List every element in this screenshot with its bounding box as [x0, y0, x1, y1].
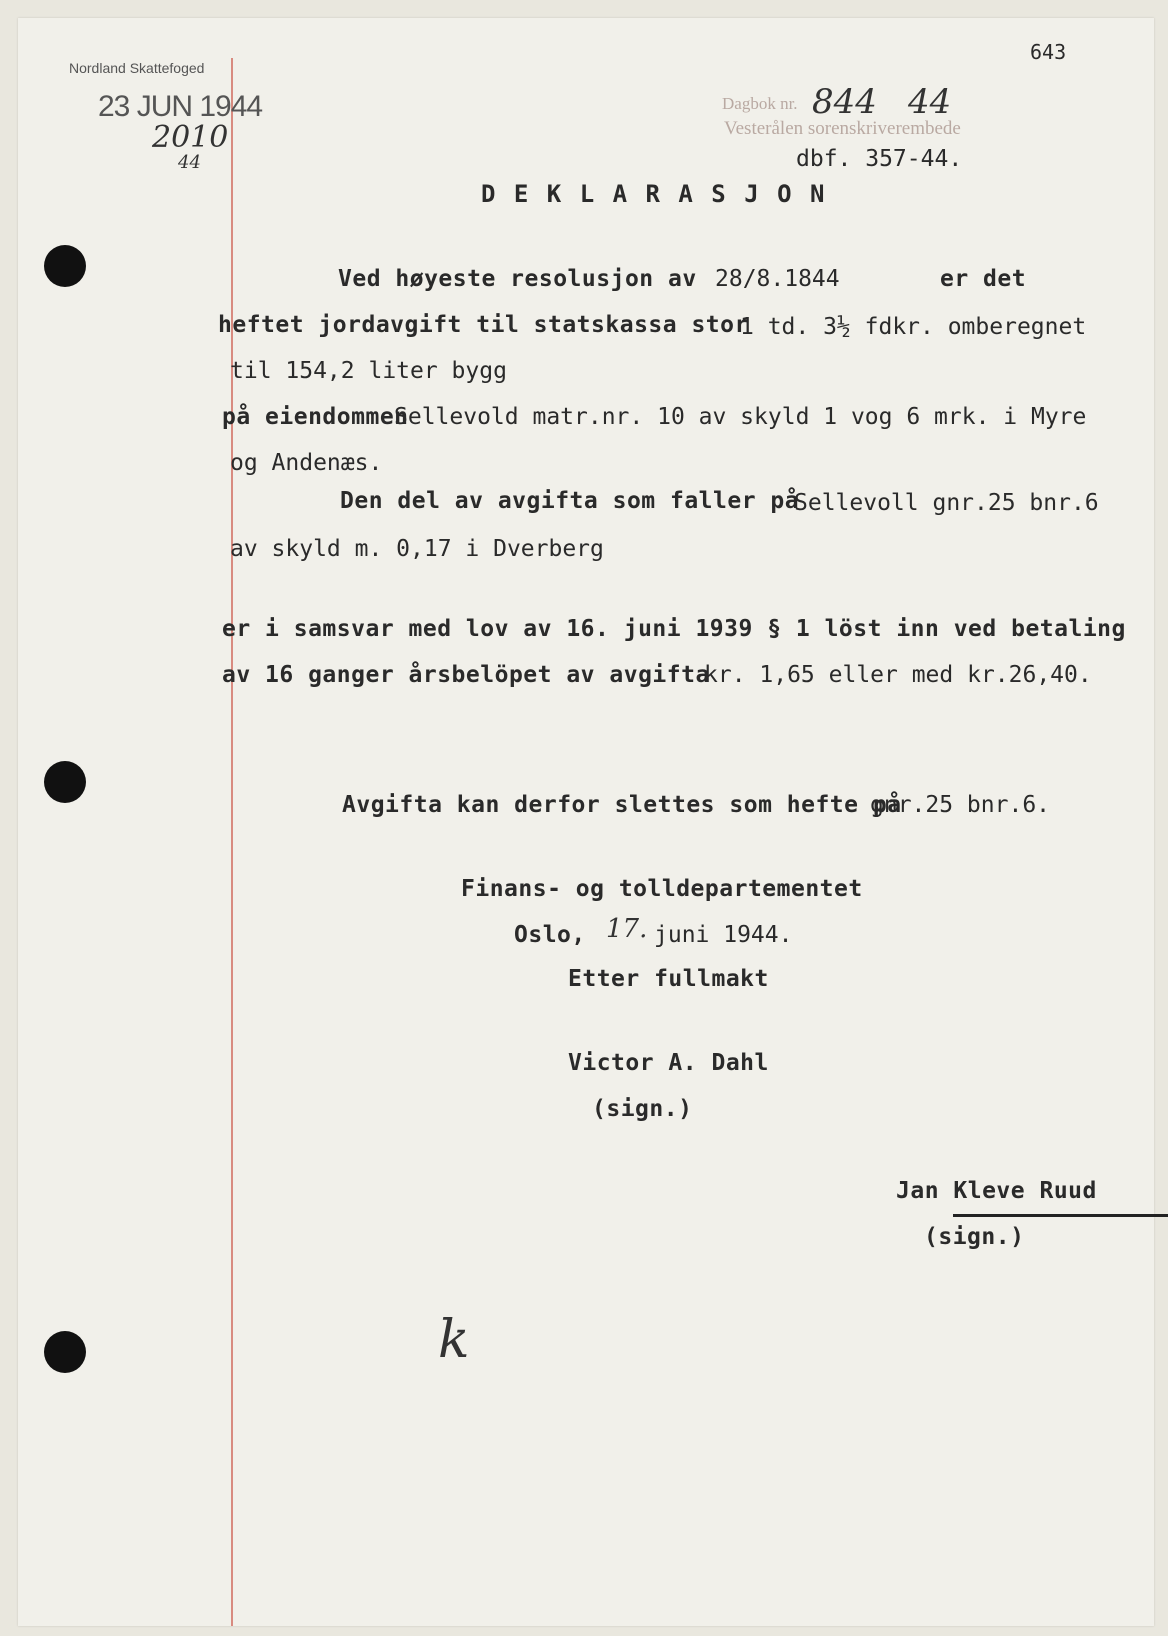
body-line-10-lead: Avgifta kan derfor slettes som hefte på — [342, 792, 902, 818]
body-line-4-value: Sellevold matr.nr. 10 av skyld 1 vog 6 mrk. i Myre — [394, 404, 1087, 430]
body-line-1-tail: er det — [940, 266, 1027, 292]
place: Oslo, — [514, 922, 586, 948]
body-line-3: til 154,2 liter bygg — [230, 358, 507, 384]
handwritten-number: 2010 — [152, 120, 229, 155]
punch-hole — [44, 761, 86, 803]
page-number: 643 — [1030, 40, 1067, 64]
body-line-10-value: gnr.25 bnr.6. — [870, 792, 1051, 818]
body-line-7: av skyld m. 0,17 i Dverberg — [230, 536, 604, 562]
handwritten-mark: k — [438, 1310, 470, 1370]
signer-1-note: (sign.) — [592, 1096, 693, 1122]
month-year: juni 1944. — [654, 922, 793, 948]
reference-number: dbf. 357-44. — [796, 146, 963, 172]
handwritten-initials: 44 — [178, 152, 201, 173]
body-line-9-value: kr. 1,65 eller med kr.26,40. — [704, 662, 1092, 688]
signature-rule — [953, 1214, 1168, 1217]
department-name: Finans- og tolldepartementet — [461, 876, 863, 902]
registry-stamp-line2: Vesterålen sorenskriverembede — [724, 118, 961, 139]
body-line-1-date: 28/8.1844 — [715, 266, 840, 292]
margin-line — [231, 58, 233, 1626]
registry-stamp-line1: Dagbok nr. — [722, 94, 798, 113]
authority-line: Etter fullmakt — [568, 966, 769, 992]
body-line-9-lead: av 16 ganger årsbelöpet av avgifta — [222, 662, 710, 688]
body-line-2-value: 1 td. 3½ fdkr. omberegnet — [740, 314, 1087, 340]
signer-2-name: Jan Kleve Ruud — [896, 1178, 1097, 1204]
signer-1-name: Victor A. Dahl — [568, 1050, 769, 1076]
body-line-6-lead: Den del av avgifta som faller på — [340, 488, 800, 514]
stamp-date: 23 JUN 1944 — [98, 90, 263, 123]
signer-2-note: (sign.) — [924, 1224, 1025, 1250]
body-line-1-lead: Ved høyeste resolusjon av — [338, 266, 697, 292]
punch-hole — [44, 1331, 86, 1373]
document-title: D E K L A R A S J O N — [481, 180, 827, 208]
body-line-6-value: Sellevoll gnr.25 bnr.6 — [794, 490, 1099, 516]
registry-handwritten-number: 844 — [812, 82, 877, 122]
document-page — [18, 18, 1154, 1626]
body-line-5: og Andenæs. — [230, 450, 383, 476]
body-line-8: er i samsvar med lov av 16. juni 1939 § 1 löst inn ved betaling — [222, 616, 1126, 642]
body-line-4-lead: på eiendommen — [222, 404, 409, 430]
punch-hole — [44, 245, 86, 287]
registry-handwritten-year: 44 — [908, 82, 952, 122]
stamp-office: Nordland Skattefoged — [69, 60, 205, 76]
handwritten-day: 17. — [606, 914, 648, 944]
body-line-2-lead: heftet jordavgift til statskassa stor — [218, 312, 749, 338]
